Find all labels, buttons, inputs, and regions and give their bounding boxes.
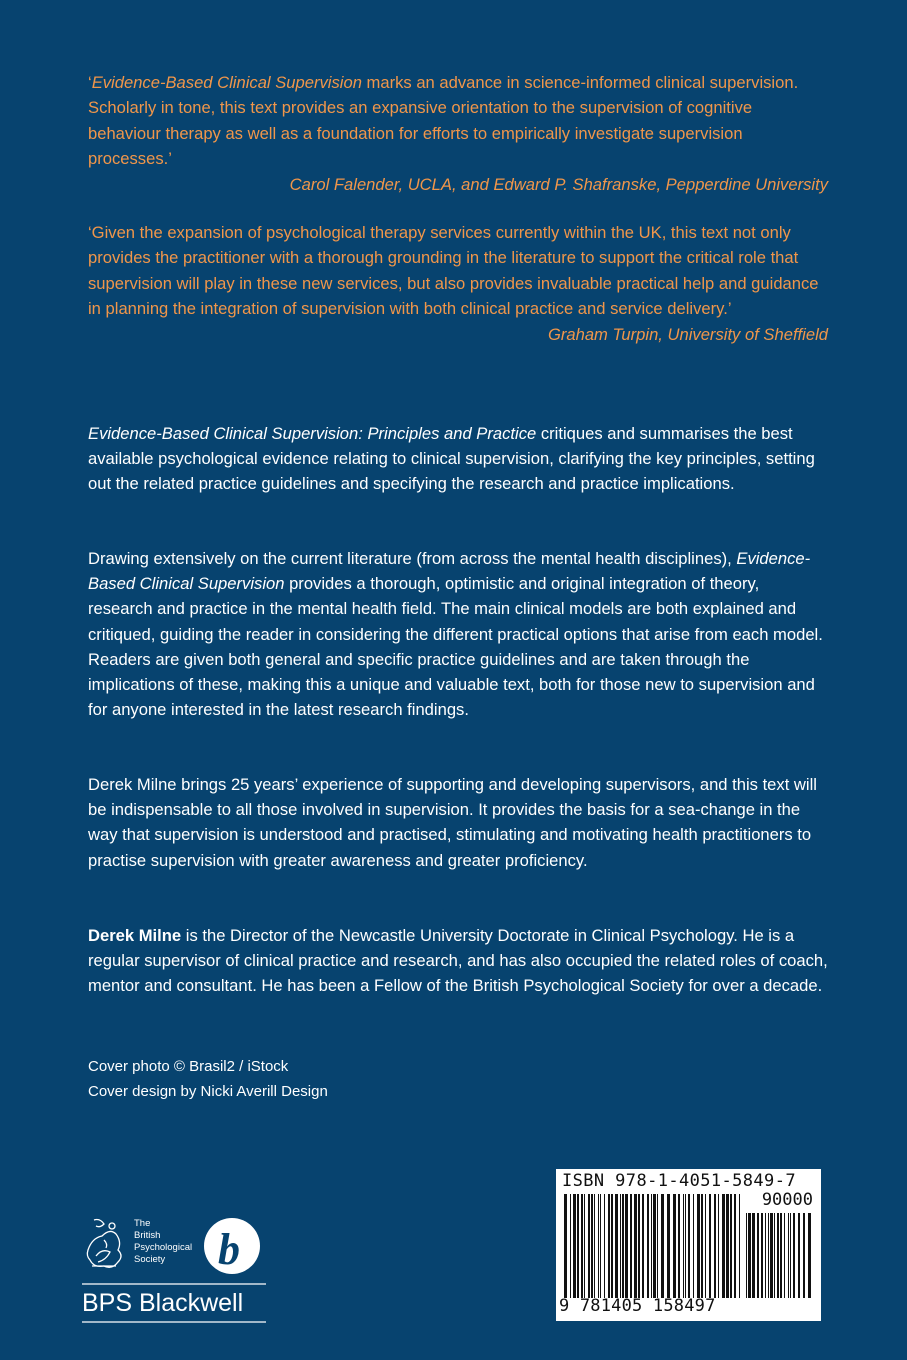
society-line-1: The: [134, 1218, 151, 1229]
barcode-bar: [591, 1194, 593, 1298]
barcode-bar: [693, 1194, 694, 1298]
barcode-bar: [784, 1213, 785, 1298]
open-quote-mark: ‘: [88, 73, 92, 92]
barcode-bar: [746, 1213, 747, 1298]
barcode-bar: [777, 1213, 779, 1298]
barcode-bar: [793, 1213, 795, 1298]
price-code: 90000: [761, 1190, 813, 1210]
barcode-bar: [630, 1194, 632, 1298]
barcode-bar: [748, 1213, 751, 1298]
isbn-label: ISBN 978-1-4051-5849-7: [562, 1171, 796, 1191]
book-title-short: Evidence-Based Clinical Supervision: [88, 549, 811, 594]
society-line-3: Psychological: [134, 1242, 193, 1253]
design-credit: Cover design by Nicki Averill Design: [88, 1083, 328, 1100]
barcode-bar: [739, 1194, 740, 1298]
bps-blackwell-logo: [82, 1216, 272, 1328]
quote-1-text: [88, 70, 828, 172]
barcode-bar: [615, 1194, 618, 1298]
barcode-bar: [642, 1194, 644, 1298]
description-paragraph-3: [88, 772, 828, 873]
barcode-bar: [774, 1213, 775, 1298]
barcode-bar: [588, 1194, 590, 1298]
barcode-bar: [598, 1194, 599, 1298]
barcode-bar: [611, 1194, 613, 1298]
barcode-bar: [790, 1213, 791, 1298]
photo-credit: Cover photo © Brasil2 / iStock: [88, 1058, 289, 1075]
barcode-bar: [647, 1194, 649, 1298]
barcode-bar: [701, 1194, 703, 1298]
barcode-bar: [685, 1194, 686, 1298]
description-paragraph-2: [88, 546, 828, 722]
quote-2-attribution: Graham Turpin, University of Sheffield: [547, 324, 828, 344]
barcode-bar: [757, 1213, 759, 1298]
barcode-bar: [705, 1194, 706, 1298]
barcode-bar: [594, 1194, 595, 1298]
book-title: Evidence-Based Clinical Supervision: Principles and Practice: [88, 424, 537, 443]
barcode-bar: [625, 1194, 628, 1298]
barcode-bar: [564, 1194, 567, 1298]
barcode-bar: [722, 1194, 725, 1298]
barcode-bar: [697, 1194, 700, 1298]
barcode-bar: [709, 1194, 711, 1298]
barcode-bar: [638, 1194, 640, 1298]
barcode-bar: [768, 1213, 769, 1298]
barcode-bar: [622, 1194, 624, 1298]
barcode-bar: [788, 1213, 789, 1298]
barcode-bar: [765, 1213, 766, 1298]
publisher-name: BPS Blackwell: [82, 1289, 244, 1317]
barcode-bar: [808, 1213, 811, 1298]
barcode-bar: [634, 1194, 637, 1298]
quote-2: [88, 220, 828, 347]
author-bio: [88, 923, 828, 999]
author-name: Derek Milne: [88, 926, 182, 945]
society-line-4: Society: [134, 1254, 166, 1265]
barcode-bar: [780, 1213, 782, 1298]
description-paragraph-1: [88, 421, 828, 497]
barcode-addon-bars: [746, 1213, 812, 1298]
society-line-2: British: [134, 1230, 161, 1241]
barcode-bar: [683, 1194, 684, 1298]
quote-1: [88, 70, 828, 197]
barcode-bar: [730, 1194, 732, 1298]
quote-1-attribution: Carol Falender, UCLA, and Edward P. Shafranske, Pepperdine University: [289, 174, 828, 194]
description-3-text: Derek Milne brings 25 years’ experience of supporting and developing supervisors, and this text will be indispensable to all those involved in supervision. It provides the basis for a sea-change in the way that supervision is understood and practised, stimulating and motivating health practitioners to practise supervision with greater awareness and greater proficiency.: [88, 775, 817, 870]
barcode-bar: [604, 1194, 605, 1298]
barcode-main-bars: [564, 1194, 740, 1298]
barcode-bar: [714, 1194, 716, 1298]
barcode-bar: [798, 1213, 800, 1298]
blackwell-b-letter: b: [218, 1225, 240, 1274]
psyche-emblem-icon: [87, 1220, 121, 1268]
barcode-bar: [803, 1213, 805, 1298]
barcode-bar: [584, 1194, 585, 1298]
barcode-bar: [661, 1194, 664, 1298]
barcode-bar: [688, 1194, 690, 1298]
publisher-logo-graphic: [82, 1216, 272, 1328]
barcode-bar: [570, 1194, 571, 1298]
barcode-bar: [734, 1194, 736, 1298]
barcode-bar: [718, 1194, 719, 1298]
barcode-bar: [608, 1194, 610, 1298]
barcode-bar: [577, 1194, 579, 1298]
barcode-bar: [620, 1194, 621, 1298]
barcode-bar: [673, 1194, 676, 1298]
barcode-bar: [726, 1194, 729, 1298]
barcode-bar: [653, 1194, 656, 1298]
barcode-bar: [667, 1194, 670, 1298]
barcode-bar: [761, 1213, 763, 1298]
barcode-bar: [573, 1194, 576, 1298]
author-bio-text: is the Director of the Newcastle University Doctorate in Clinical Psychology. He is a regular supervisor of clinical practice and research, and has also occupied the related roles of coach, mentor and consultant. He has been a Fellow of the British Psychological Society for over a decade.: [88, 926, 828, 996]
cover-credits: [88, 1054, 328, 1104]
barcode-bar: [657, 1194, 658, 1298]
quote-1-book-title: Evidence-Based Clinical Supervision: [91, 73, 362, 92]
barcode-bar: [600, 1194, 601, 1298]
barcode-bar: [581, 1194, 583, 1298]
isbn-digits: 9 781405 158497: [559, 1296, 716, 1316]
description-2-lead: Drawing extensively on the current literature (from across the mental health disciplines),: [88, 549, 737, 568]
barcode-bar: [678, 1194, 680, 1298]
barcode-bar: [770, 1213, 773, 1298]
barcode-bar: [752, 1213, 755, 1298]
description-2-text: provides a thorough, optimistic and original integration of theory, research and practice in the mental health field. The main clinical models are both explained and critiqued, guiding the reader in considering the different practical options that arise from each model. Readers are given both general and specific practice guidelines and are taken through the implications of these, making this a unique and valuable text, both for those new to supervision and for anyone interested in the latest research findings.: [88, 574, 823, 720]
quote-2-text: ‘Given the expansion of psychological therapy services currently within the UK, this text not only provides the practitioner with a thorough grounding in the literature to support the critical role that supervision will play in these new services, but also provides invaluable practical help and guidance in planning the integration of supervision with both clinical practice and service delivery.’: [88, 223, 819, 319]
quote-1-body: marks an advance in science-informed clinical supervision. Scholarly in tone, this text provides an expansive orientation to the supervision of cognitive behaviour therapy as well as a foundation for efforts to empirically investigate supervision processes.’: [88, 73, 799, 169]
description-1-text: critiques and summarises the best available psychological evidence relating to clinical supervision, clarifying the key principles, setting out the related practice guidelines and specifying the research and practice implications.: [88, 424, 815, 494]
isbn-barcode: [556, 1169, 821, 1321]
barcode-bar: [651, 1194, 652, 1298]
